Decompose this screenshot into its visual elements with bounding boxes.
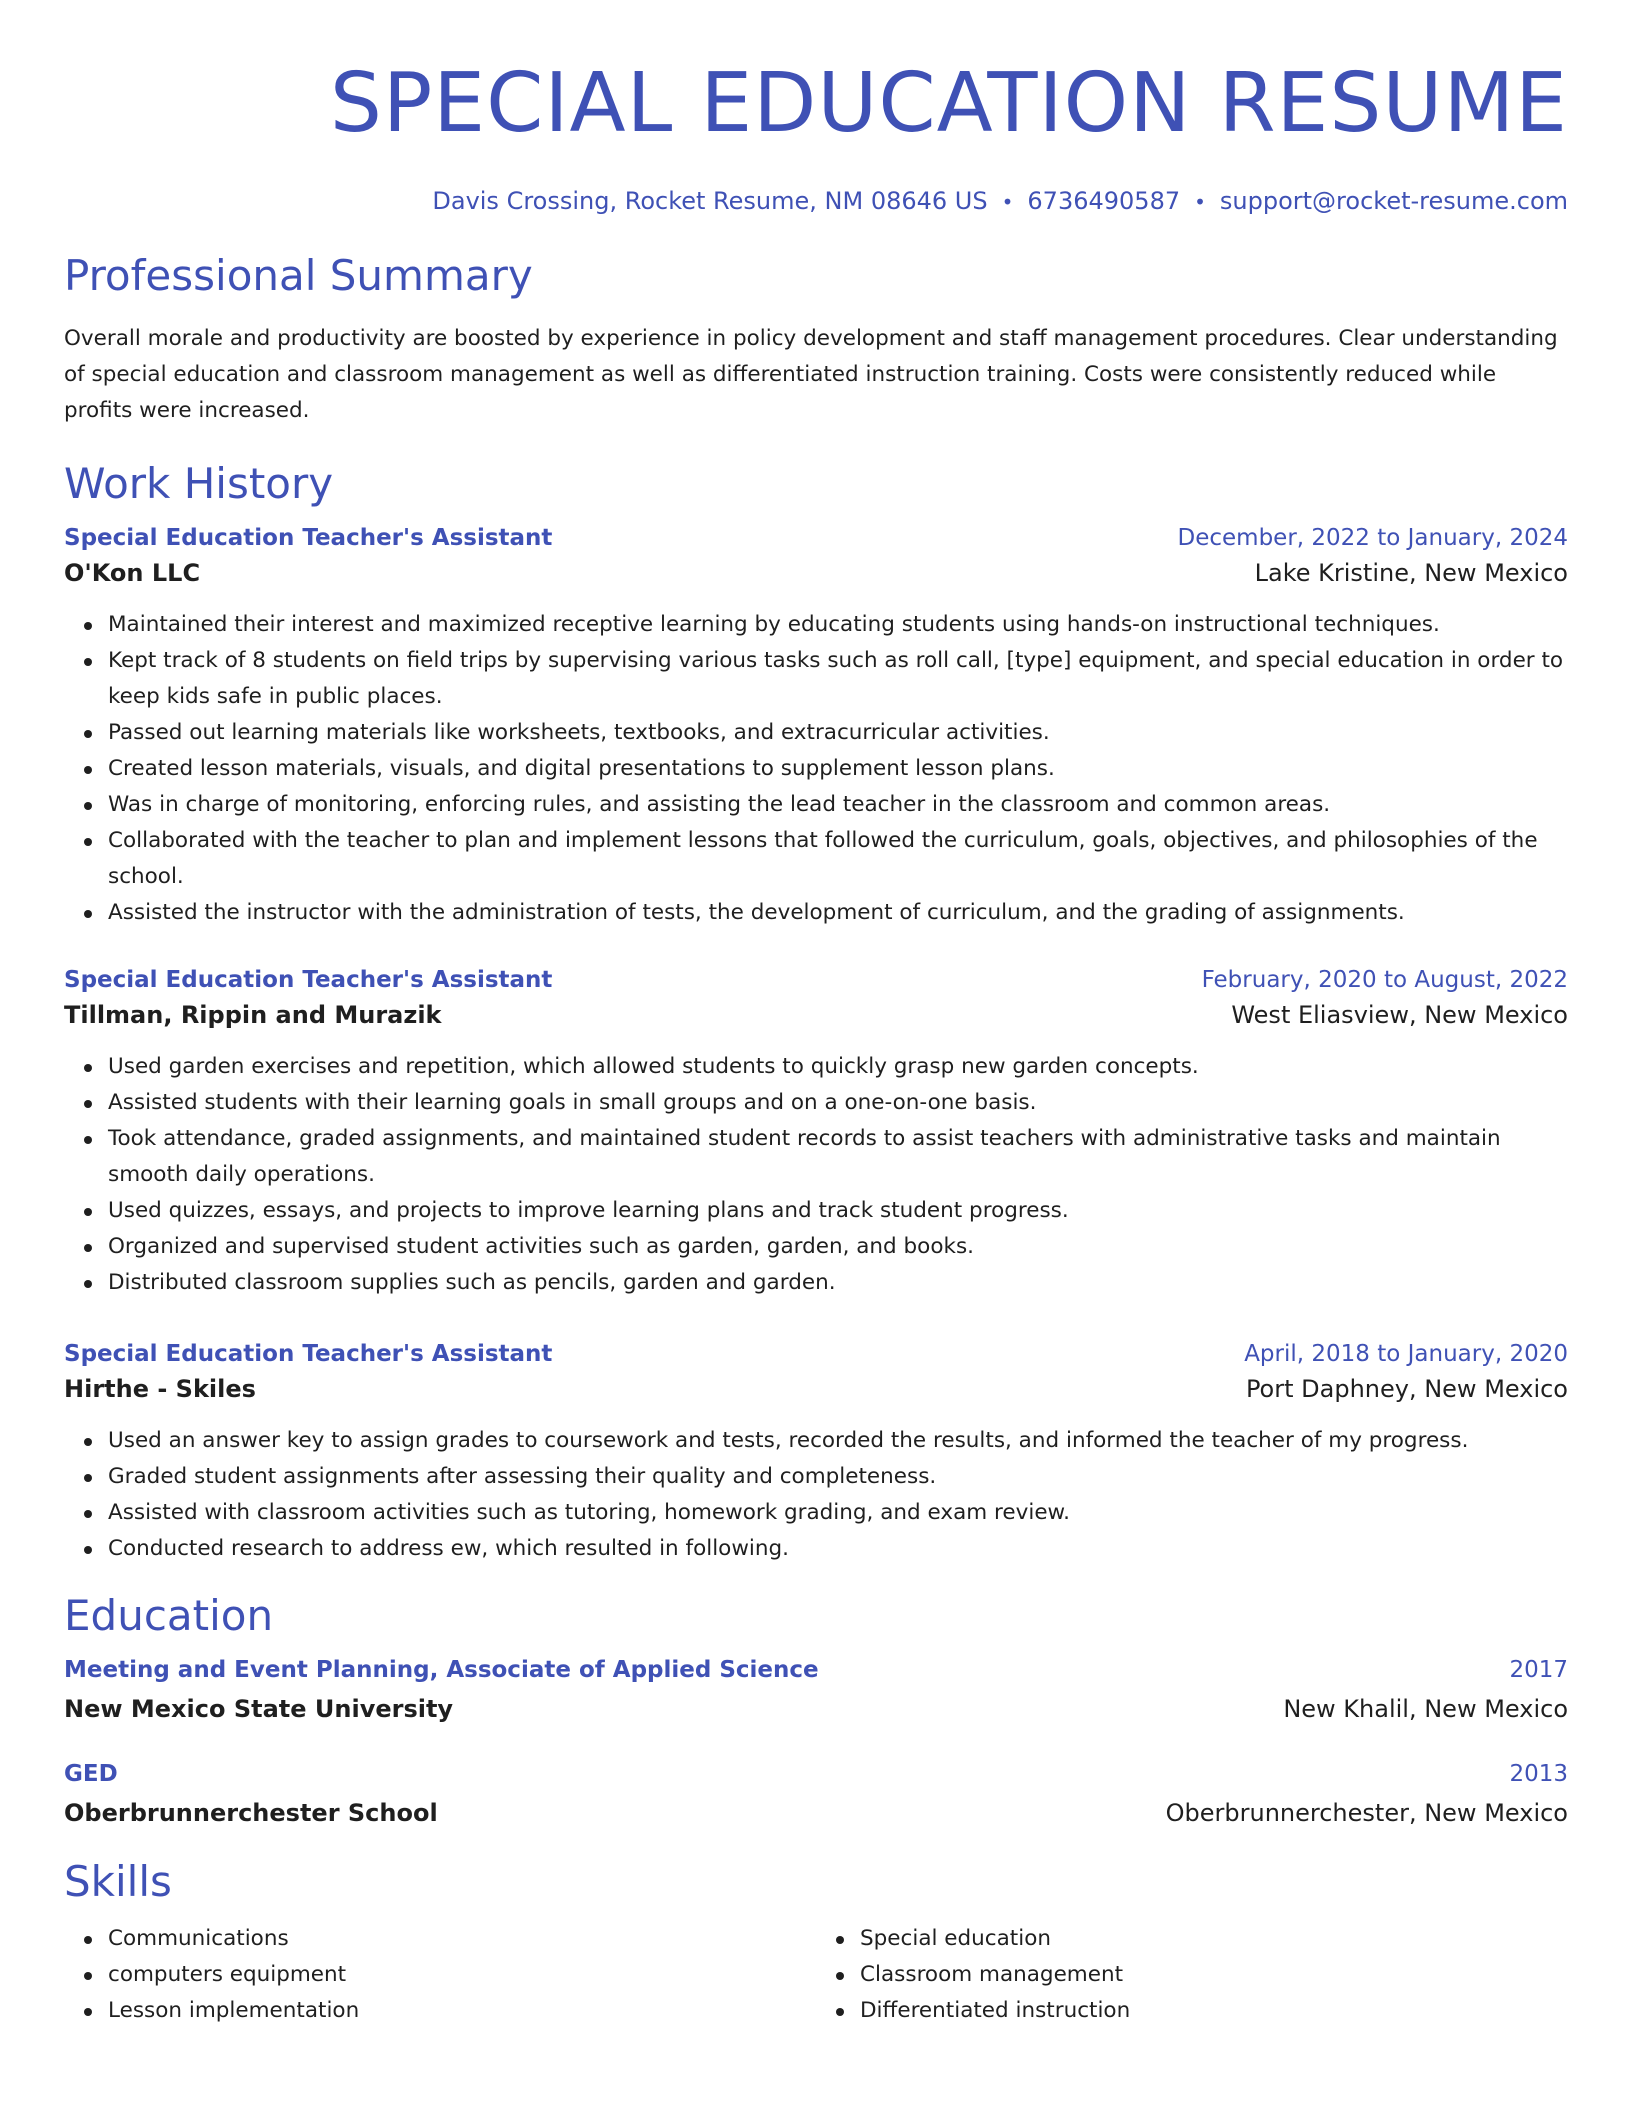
job-bullet: Assisted students with their learning goals in small groups and on a one-on-one basis. <box>108 1085 1568 1121</box>
skill-item: Differentiated instruction <box>860 1993 1568 2029</box>
education-school: New Mexico State University <box>64 1695 454 1723</box>
job-bullet: Maintained their interest and maximized receptive learning by educating students using hands-on instructional techniques. <box>108 607 1568 643</box>
contact-separator: • <box>1001 190 1014 214</box>
education-school: Oberbrunnerchester School <box>64 1799 438 1827</box>
education-degree: GED <box>64 1761 118 1787</box>
skill-item: Lesson implementation <box>108 1993 816 2029</box>
job-location: Lake Kristine, New Mexico <box>1254 559 1568 587</box>
job-location: West Eliasview, New Mexico <box>1231 1001 1568 1029</box>
job-dates: December, 2022 to January, 2024 <box>1177 525 1568 551</box>
job-entry <box>64 963 1568 1301</box>
skills-section <box>64 1855 1568 2029</box>
resume-title: SPECIAL EDUCATION RESUME <box>329 56 1568 151</box>
job-entry <box>64 1337 1568 1567</box>
skills-list-left <box>64 1921 816 2029</box>
skill-item: Communications <box>108 1921 816 1957</box>
contact-line <box>64 186 1568 217</box>
job-bullet: Distributed classroom supplies such as pencils, garden and garden. <box>108 1265 1568 1301</box>
job-bullet: Graded student assignments after assessing their quality and completeness. <box>108 1459 1568 1495</box>
summary-text: Overall morale and productivity are boosted by experience in policy development and staff management procedures. Clear understanding of special education and classroom management as well as differentiated instruction training. Costs were consistently reduced while profits were increased. <box>64 326 1558 423</box>
education-location: Oberbrunnerchester, New Mexico <box>1165 1799 1568 1827</box>
job-entry <box>64 521 1568 931</box>
job-bullet: Took attendance, graded assignments, and maintained student records to assist teachers with administrative tasks and maintain smooth daily operations. <box>108 1121 1568 1193</box>
job-bullets <box>64 1049 1568 1301</box>
job-bullet: Used an answer key to assign grades to coursework and tests, recorded the results, and informed the teacher of my progress. <box>108 1423 1568 1459</box>
contact-separator: • <box>1194 190 1206 214</box>
education-section <box>64 1589 1568 1831</box>
contact-email[interactable]: support@rocket-resume.com <box>1219 187 1568 215</box>
job-title: Special Education Teacher's Assistant <box>64 967 553 993</box>
work-history-heading: Work History <box>64 459 334 508</box>
education-entry <box>64 1757 1568 1831</box>
job-bullet: Kept track of 8 students on field trips by supervising various tasks such as roll call, [type] equipment, and special education in order to keep kids safe in public places. <box>108 643 1568 715</box>
work-history-section <box>64 457 1568 1567</box>
skills-list-right <box>816 1921 1568 2029</box>
job-employer: Hirthe - Skiles <box>64 1375 256 1403</box>
job-title: Special Education Teacher's Assistant <box>64 525 553 551</box>
summary-section <box>64 249 1568 429</box>
skill-item: computers equipment <box>108 1957 816 1993</box>
job-bullet: Created lesson materials, visuals, and digital presentations to supplement lesson plans. <box>108 751 1568 787</box>
job-bullet: Organized and supervised student activities such as garden, garden, and books. <box>108 1229 1568 1265</box>
education-entry <box>64 1653 1568 1727</box>
contact-phone: 6736490587 <box>1027 187 1181 215</box>
education-degree: Meeting and Event Planning, Associate of Applied Science <box>64 1657 819 1683</box>
job-dates: April, 2018 to January, 2020 <box>1244 1341 1568 1367</box>
education-location: New Khalil, New Mexico <box>1283 1695 1568 1723</box>
job-bullet: Passed out learning materials like worksheets, textbooks, and extracurricular activities. <box>108 715 1568 751</box>
job-employer: Tillman, Rippin and Murazik <box>64 1001 442 1029</box>
job-bullet: Used garden exercises and repetition, which allowed students to quickly grasp new garden concepts. <box>108 1049 1568 1085</box>
job-bullet: Assisted the instructor with the administration of tests, the development of curriculum, and the grading of assignments. <box>108 895 1568 931</box>
job-bullets <box>64 607 1568 931</box>
skill-item: Classroom management <box>860 1957 1568 1993</box>
education-heading: Education <box>64 1591 274 1640</box>
job-bullets <box>64 1423 1568 1567</box>
job-bullet: Collaborated with the teacher to plan and implement lessons that followed the curriculum, goals, objectives, and philosophies of the school. <box>108 823 1568 895</box>
job-bullet: Assisted with classroom activities such as tutoring, homework grading, and exam review. <box>108 1495 1568 1531</box>
education-year: 2013 <box>1509 1761 1568 1787</box>
education-year: 2017 <box>1509 1657 1568 1683</box>
contact-address: Davis Crossing, Rocket Resume, NM 08646 US <box>432 187 988 215</box>
skills-columns <box>64 1921 1568 2029</box>
job-title: Special Education Teacher's Assistant <box>64 1341 553 1367</box>
summary-heading: Professional Summary <box>64 251 533 300</box>
job-bullet: Conducted research to address ew, which resulted in following. <box>108 1531 1568 1567</box>
job-location: Port Daphney, New Mexico <box>1245 1375 1568 1403</box>
skill-item: Special education <box>860 1921 1568 1957</box>
skills-heading: Skills <box>64 1857 172 1906</box>
job-bullet: Used quizzes, essays, and projects to improve learning plans and track student progress. <box>108 1193 1568 1229</box>
job-bullet: Was in charge of monitoring, enforcing rules, and assisting the lead teacher in the classroom and common areas. <box>108 787 1568 823</box>
job-dates: February, 2020 to August, 2022 <box>1201 967 1568 993</box>
job-employer: O'Kon LLC <box>64 559 201 587</box>
